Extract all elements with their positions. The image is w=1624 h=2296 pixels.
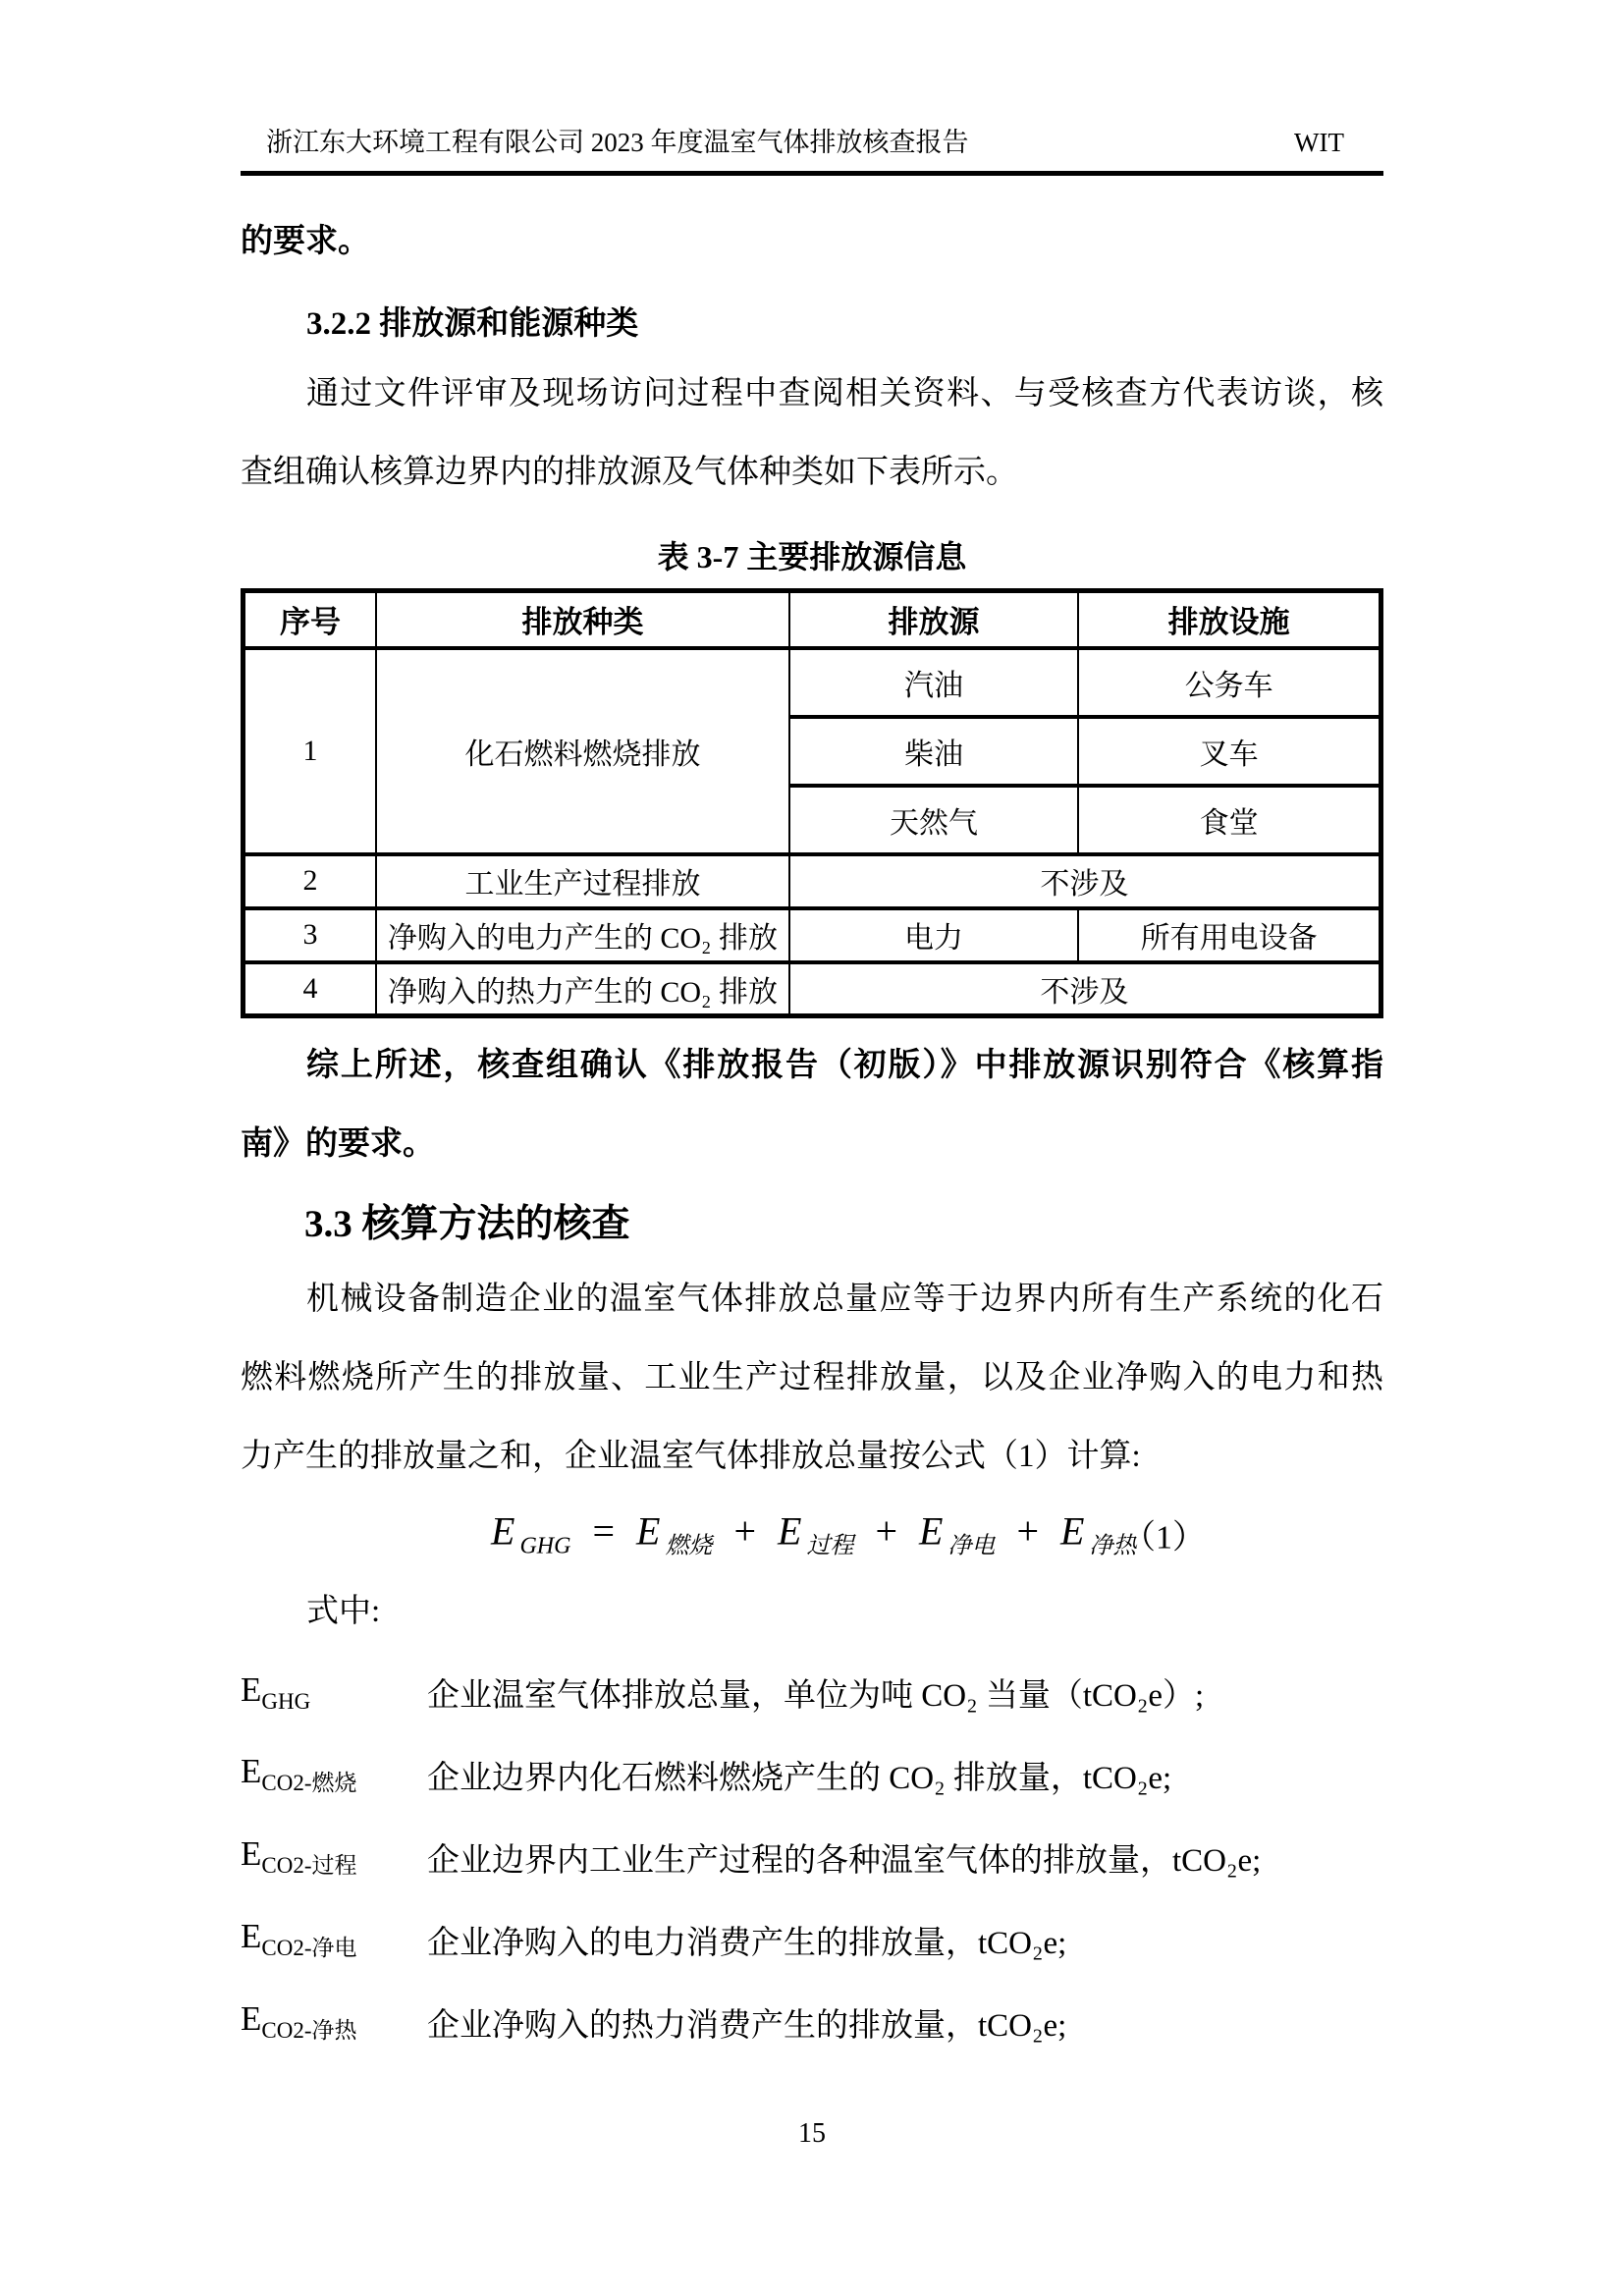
formula-lhs-base: E — [491, 1508, 515, 1554]
formula-term-base: E — [919, 1508, 944, 1554]
cell-row4-no: 4 — [244, 962, 377, 1016]
formula-expression — [491, 1508, 1136, 1560]
document-body — [241, 219, 1383, 2063]
definition-text: 企业边界内工业生产过程的各种温室气体的排放量，tCO₂e; — [427, 1842, 1262, 1879]
cell-row1-facility: 叉车 — [1078, 717, 1380, 786]
definition-symbol — [241, 1917, 427, 1962]
table-title: 表 3-7 主要排放源信息 — [657, 539, 967, 574]
col-header-emission-facility: 排放设施 — [1078, 591, 1380, 648]
table-row — [244, 648, 1381, 717]
symbol-base: E — [241, 1834, 262, 1873]
definition-eco2-net-heat — [241, 1981, 1383, 2063]
cell-row1-no: 1 — [244, 648, 377, 854]
cell-row3-kind: 净购入的电力产生的 CO₂ 排放 — [376, 908, 789, 962]
cell-row2-no: 2 — [244, 854, 377, 908]
formula-lhs — [491, 1508, 571, 1559]
paragraph-line: 力产生的排放量之和，企业温室气体排放总量按公式（1）计算: — [241, 1439, 1141, 1474]
cell-row3-source: 电力 — [789, 908, 1078, 962]
definition-egh — [241, 1651, 1383, 1733]
plus-sign: + — [733, 1508, 756, 1554]
header-rule — [241, 171, 1383, 176]
paragraph-sources — [241, 355, 1383, 512]
cell-row2-kind: 工业生产过程排放 — [376, 854, 789, 908]
symbol-subscript: CO2-过程 — [261, 1853, 357, 1878]
formula-term — [778, 1508, 854, 1559]
paragraph-line: 查组确认核算边界内的排放源及气体种类如下表所示。 — [241, 455, 1018, 490]
equals-sign: = — [592, 1508, 615, 1554]
definition-symbol — [241, 1999, 427, 2045]
page-header — [0, 0, 1624, 176]
page-header-row — [241, 126, 1383, 159]
cell-row1-facility: 公务车 — [1078, 648, 1380, 717]
definition-eco2-combustion — [241, 1733, 1383, 1816]
header-title: 浙江东大环境工程有限公司 2023 年度温室气体排放核查报告 — [266, 128, 969, 157]
definition-eco2-process — [241, 1816, 1383, 1898]
formula-equation-1 — [241, 1496, 1383, 1572]
cell-row4-merged: 不涉及 — [789, 962, 1381, 1016]
cell-row1-source: 汽油 — [789, 648, 1078, 717]
formula-where-label: 式中: — [306, 1594, 381, 1629]
cell-row1-kind: 化石燃料燃烧排放 — [376, 648, 789, 854]
emission-sources-table — [241, 588, 1383, 1018]
table-row — [244, 962, 1381, 1016]
definition-text: 企业边界内化石燃料燃烧产生的 CO₂ 排放量，tCO₂e; — [427, 1760, 1172, 1796]
formula-term — [636, 1508, 713, 1559]
definition-eco2-net-electricity — [241, 1898, 1383, 1981]
definition-symbol — [241, 1834, 427, 1880]
formula-lhs-subscript: GHG — [519, 1533, 571, 1559]
symbol-base: E — [241, 1669, 262, 1709]
paragraph-line: 机械设备制造企业的温室气体排放总量应等于边界内所有生产系统的化石 — [306, 1282, 1383, 1317]
symbol-base: E — [241, 1999, 262, 2038]
cell-row3-no: 3 — [244, 908, 377, 962]
header-right-mark: WIT — [1294, 128, 1344, 157]
formula-number: （1） — [1122, 1519, 1206, 1557]
cell-row1-facility: 食堂 — [1078, 786, 1380, 854]
plus-sign: + — [875, 1508, 897, 1554]
paragraph-line: 燃料燃烧所产生的排放量、工业生产过程排放量，以及企业净购入的电力和热 — [241, 1360, 1383, 1395]
symbol-base: E — [241, 1917, 262, 1955]
formula-term-subscript: 燃烧 — [665, 1533, 713, 1559]
table-header-row — [244, 591, 1381, 648]
plus-sign: + — [1016, 1508, 1039, 1554]
heading-3-3: 3.3 核算方法的核查 — [304, 1203, 630, 1245]
formula-term-base: E — [1060, 1508, 1085, 1554]
definition-symbol — [241, 1670, 427, 1715]
formula-term — [919, 1508, 996, 1559]
cell-row3-facility: 所有用电设备 — [1078, 908, 1380, 962]
cell-row1-source: 天然气 — [789, 786, 1078, 854]
page-number: 15 — [798, 2118, 826, 2149]
paragraph-line: 综上所述，核查组确认《排放报告（初版）》中排放源识别符合《核算指 — [306, 1048, 1383, 1083]
symbol-subscript: CO2-净电 — [261, 1936, 357, 1960]
paragraph-line: 南》的要求。 — [241, 1126, 435, 1162]
formula-term-base: E — [778, 1508, 802, 1554]
definition-text: 企业净购入的热力消费产生的排放量，tCO₂e; — [427, 2007, 1067, 2044]
col-header-emission-source: 排放源 — [789, 591, 1078, 648]
symbol-subscript: CO2-燃烧 — [261, 1771, 357, 1795]
col-header-index: 序号 — [244, 591, 377, 648]
col-header-emission-kind: 排放种类 — [376, 591, 789, 648]
paragraph-line: 通过文件评审及现场访问过程中查阅相关资料、与受核查方代表访谈，核 — [306, 376, 1383, 411]
table-row — [244, 854, 1381, 908]
table-row — [244, 908, 1381, 962]
paragraph-method — [241, 1260, 1383, 1496]
paragraph-summary — [241, 1026, 1383, 1183]
symbol-base: E — [241, 1752, 262, 1790]
symbol-subscript: GHG — [261, 1688, 311, 1714]
definition-text: 企业净购入的电力消费产生的排放量，tCO₂e; — [427, 1925, 1067, 1961]
symbol-subscript: CO2-净热 — [261, 2018, 357, 2043]
cell-row4-kind: 净购入的热力产生的 CO₂ 排放 — [376, 962, 789, 1016]
cell-row2-merged: 不涉及 — [789, 854, 1381, 908]
heading-3-2-2: 3.2.2 排放源和能源种类 — [306, 306, 639, 342]
definition-symbol — [241, 1752, 427, 1797]
formula-term-subscript: 过程 — [806, 1533, 854, 1559]
formula-term-subscript: 净电 — [947, 1533, 996, 1559]
paragraph-intro-tail: 的要求。 — [241, 224, 370, 259]
formula-term-base: E — [636, 1508, 661, 1554]
cell-row1-source: 柴油 — [789, 717, 1078, 786]
definition-text: 企业温室气体排放总量，单位为吨 CO₂ 当量（tCO₂e）; — [427, 1677, 1205, 1714]
formula-term-subscript: 净热 — [1089, 1533, 1137, 1559]
